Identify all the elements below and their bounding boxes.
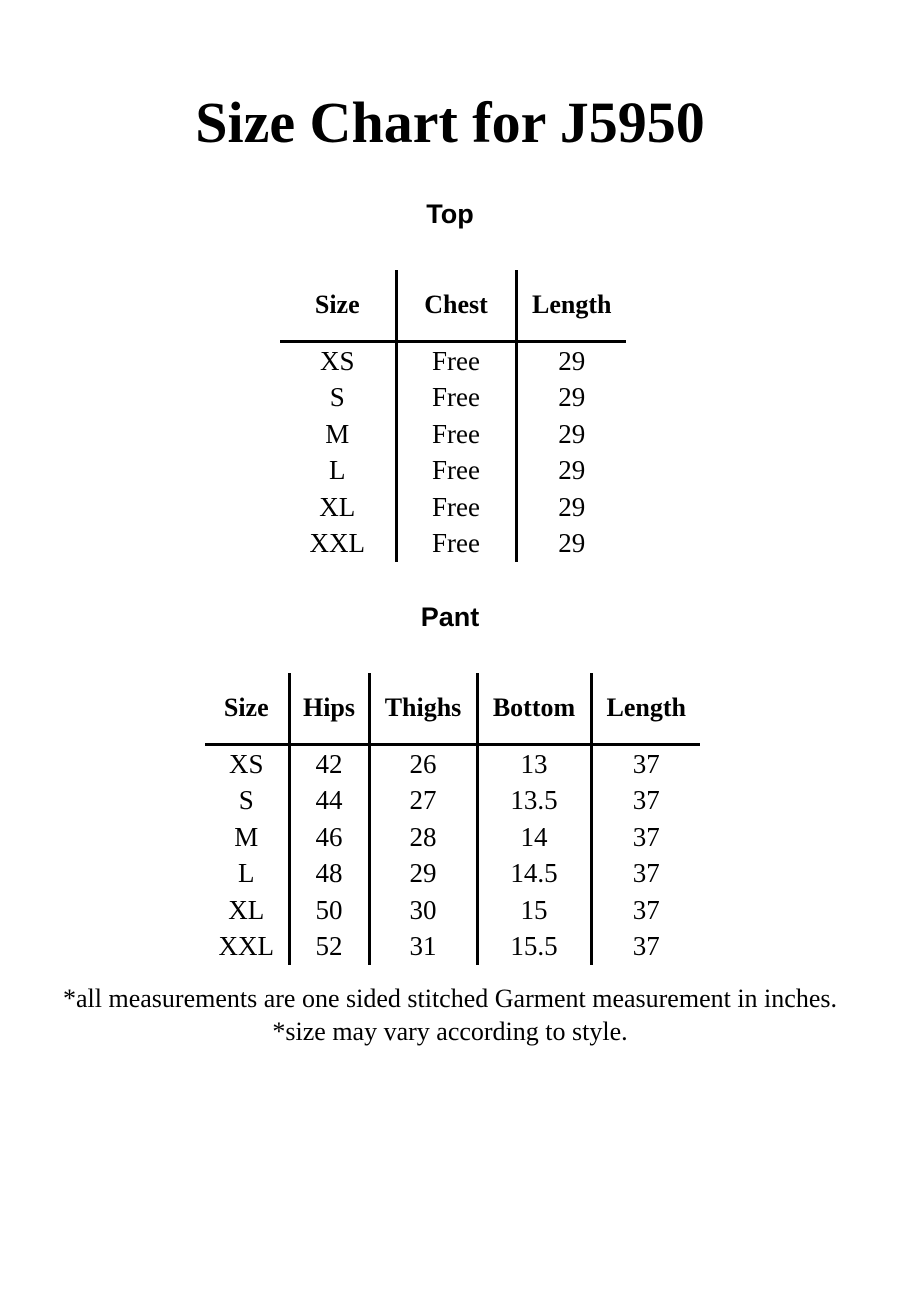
table-cell: XL <box>228 894 265 925</box>
table-cell: S <box>329 382 345 413</box>
table-cell: 37 <box>591 856 700 893</box>
table-cell: L <box>329 455 346 486</box>
table-cell: Free <box>396 489 516 526</box>
table-cell: 48 <box>289 856 369 893</box>
table-row <box>280 380 626 417</box>
table-row <box>280 526 626 563</box>
table-row <box>205 783 700 820</box>
table-cell: 52 <box>289 929 369 966</box>
table-cell: 29 <box>516 416 626 453</box>
table-cell: S <box>238 785 254 816</box>
table-row <box>280 416 626 453</box>
table-row <box>280 342 626 380</box>
table-cell: XXL <box>218 931 274 962</box>
table-cell: Free <box>396 526 516 563</box>
table-cell: 37 <box>591 892 700 929</box>
table-cell: Free <box>396 453 516 490</box>
table-row <box>205 856 700 893</box>
table-cell: 28 <box>369 819 477 856</box>
table-cell: 15 <box>477 892 591 929</box>
table-cell: 13 <box>477 745 591 783</box>
table-cell: 14.5 <box>477 856 591 893</box>
table-cell: M <box>325 418 350 449</box>
table-header-row <box>280 270 626 342</box>
table-cell: 46 <box>289 819 369 856</box>
page-title: Size Chart for J5950 <box>195 90 705 155</box>
table-cell: XS <box>319 345 355 376</box>
table-cell: 15.5 <box>477 929 591 966</box>
table-cell: 13.5 <box>477 783 591 820</box>
table-cell: L <box>238 858 255 889</box>
footnotes <box>0 982 900 1048</box>
table-cell: 37 <box>591 819 700 856</box>
table-cell: 42 <box>289 745 369 783</box>
table-cell: Free <box>396 380 516 417</box>
column-header-length: Length <box>516 270 626 342</box>
column-header-bottom: Bottom <box>477 673 591 745</box>
table-cell: 44 <box>289 783 369 820</box>
table-cell: 29 <box>516 342 626 380</box>
table-row <box>205 819 700 856</box>
table-row <box>205 892 700 929</box>
pant-section-heading: Pant <box>420 602 480 632</box>
column-header-chest: Chest <box>396 270 516 342</box>
table-cell: 50 <box>289 892 369 929</box>
column-header-length: Length <box>591 673 700 745</box>
footnote-size-variation: *size may vary according to style. <box>272 1017 628 1046</box>
column-header-hips: Hips <box>289 673 369 745</box>
table-cell: 30 <box>369 892 477 929</box>
table-cell: XL <box>319 491 356 522</box>
table-cell: 37 <box>591 929 700 966</box>
column-header-size: Size <box>205 673 289 745</box>
table-row <box>205 745 700 783</box>
table-row <box>205 929 700 966</box>
table-cell: Free <box>396 416 516 453</box>
table-cell: M <box>234 821 259 852</box>
table-cell: 31 <box>369 929 477 966</box>
footnote-measurements: *all measurements are one sided stitched Garment measurement in inches. <box>63 984 837 1013</box>
pant-size-table <box>205 673 700 965</box>
table-cell: 29 <box>516 526 626 563</box>
table-cell: XS <box>228 748 264 779</box>
table-cell: 29 <box>516 380 626 417</box>
column-header-thighs: Thighs <box>369 673 477 745</box>
table-header-row <box>205 673 700 745</box>
table-cell: 26 <box>369 745 477 783</box>
table-row <box>280 489 626 526</box>
table-row <box>280 453 626 490</box>
table-cell: Free <box>396 342 516 380</box>
table-cell: 29 <box>369 856 477 893</box>
table-cell: 29 <box>516 453 626 490</box>
table-cell: XXL <box>309 528 365 559</box>
top-section-heading: Top <box>426 199 474 229</box>
table-cell: 14 <box>477 819 591 856</box>
table-cell: 29 <box>516 489 626 526</box>
column-header-size: Size <box>280 270 396 342</box>
table-cell: 27 <box>369 783 477 820</box>
top-size-table <box>280 270 626 562</box>
table-cell: 37 <box>591 745 700 783</box>
table-cell: 37 <box>591 783 700 820</box>
